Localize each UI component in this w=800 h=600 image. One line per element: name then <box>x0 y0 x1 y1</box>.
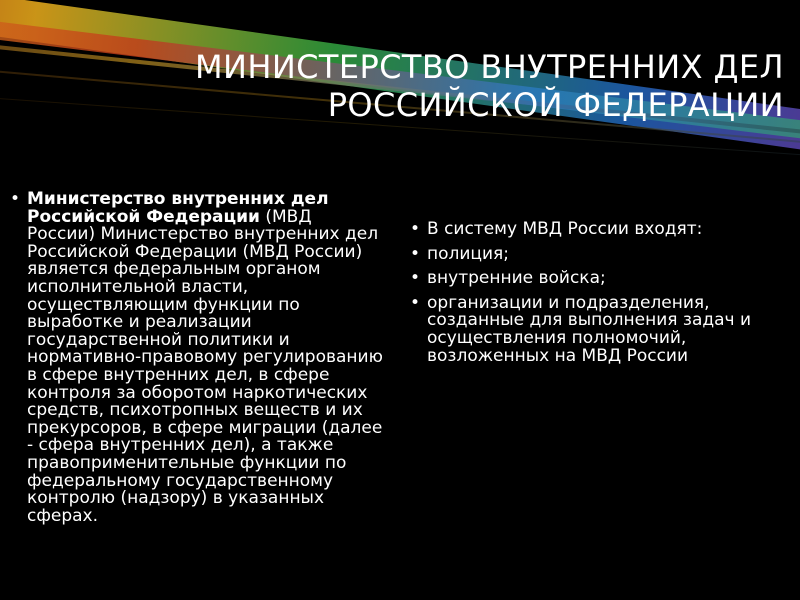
right-bullet-text: В систему МВД России входят: <box>427 219 703 239</box>
left-content-column <box>10 191 385 525</box>
bullet-icon: • <box>410 292 421 313</box>
right-bullet-item <box>410 270 795 288</box>
right-bullet-text: организации и подразделения, созданные для выполнения задач и осуществления полномочий, возложенных на МВД России <box>427 292 752 366</box>
left-bullet-bold-text: Министерство внутренних дел Российской Федерации <box>27 189 329 227</box>
slide-title-line1: МИНИСТЕРСТВО ВНУТРЕННИХ ДЕЛ <box>195 48 784 86</box>
slide-title <box>24 48 784 124</box>
bullet-icon: • <box>410 268 421 289</box>
slide-title-line2: РОССИЙСКОЙ ФЕДЕРАЦИИ <box>327 86 784 124</box>
right-bullet-item <box>410 221 795 239</box>
bullet-icon: • <box>10 189 21 209</box>
bullet-icon: • <box>410 219 421 239</box>
left-bullet-item <box>10 191 385 525</box>
left-bullet-text: (МВД России) Министерство внутренних дел Российской Федерации (МВД России) является федеральным органом исполнительной власти, осуществляющим функции по выработке и реализации государственной политики и нормативно-правовому регулированию в сфере внутренних дел, в сфере контроля за оборотом наркотических средств, психотропных веществ и их прекурсоров, в сфере миграции (далее - сфера внутренних дел), а также правоприменительные функции по федеральному государственному контролю (надзору) в указанных сферах. <box>27 206 383 526</box>
right-bullet-item <box>410 243 795 264</box>
right-bullet-list <box>410 221 795 365</box>
right-bullet-text: полиция; <box>427 243 510 264</box>
right-bullet-text: внутренние войска; <box>427 268 606 289</box>
right-bullet-item <box>410 292 795 366</box>
bullet-icon: • <box>410 243 421 264</box>
left-bullet-list <box>10 191 385 525</box>
right-content-column <box>410 221 795 372</box>
